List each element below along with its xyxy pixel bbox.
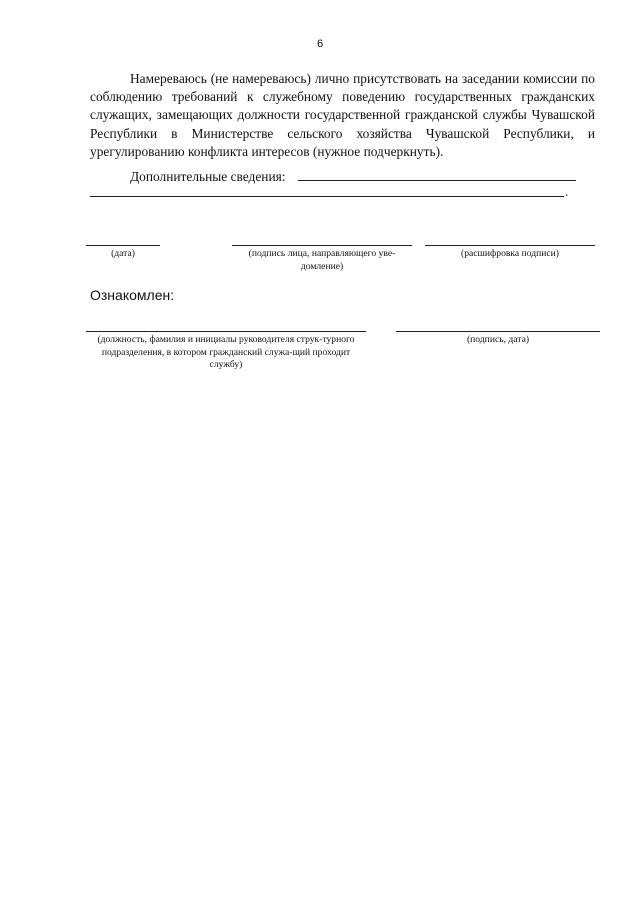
additional-info-end: .: [565, 184, 569, 199]
signature-caption: (подпись лица, направляющего уве-домление): [248, 248, 396, 272]
decoding-line: [425, 245, 595, 246]
date-line: [86, 245, 160, 246]
manager-sign-date-caption: (подпись, дата): [466, 334, 530, 345]
signature-line: [232, 245, 412, 246]
manager-position-line: [86, 331, 366, 332]
date-caption: (дата): [111, 248, 135, 259]
intent-paragraph: Намереваюсь (не намереваюсь) лично присутствовать на заседании комиссии по соблюдению требований к служебному поведению государственных гражданских служащих, замещающих должности государственной гражданской службы Чувашской Республики в Министерстве сельского хозяйства Чувашской Республики, и урегулированию конфликта интересов (нужное подчеркнуть).: [90, 71, 595, 159]
manager-signature-line: [396, 331, 600, 332]
decoding-caption: (расшифровка подписи): [461, 248, 559, 259]
additional-info-line-1: [298, 180, 576, 181]
additional-info-label: Дополнительные сведения:: [130, 169, 286, 184]
page-number: 6: [316, 38, 324, 50]
additional-info-line-2: [90, 196, 564, 197]
acquainted-label: Ознакомлен:: [90, 287, 175, 303]
manager-position-caption: (должность, фамилия и инициалы руководителя струк-турного подразделения, в котором гражданский служа-щий проходит службу): [97, 334, 355, 370]
